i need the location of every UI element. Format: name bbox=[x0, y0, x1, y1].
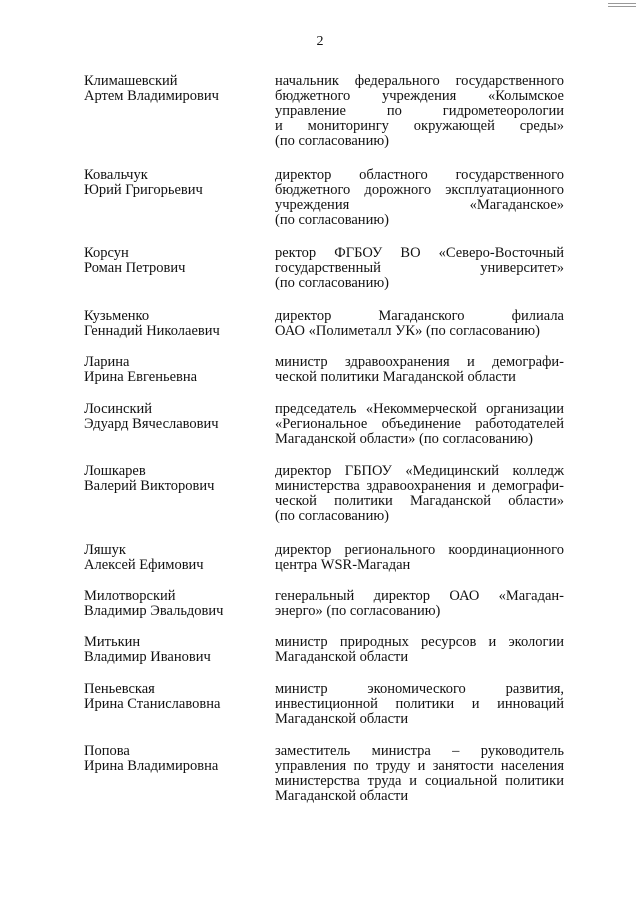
member-name bbox=[84, 402, 264, 432]
role-line: энерго» (по согласованию) bbox=[275, 603, 441, 619]
member-role bbox=[275, 682, 564, 727]
member-surname: Ларина bbox=[84, 354, 130, 370]
role-line: ческой политики Магаданской области bbox=[275, 369, 516, 385]
role-line: министр природных ресурсов и экологии bbox=[275, 634, 564, 650]
role-line: ректор ФГБОУ ВО «Северо-Восточный bbox=[275, 245, 564, 261]
member-name bbox=[84, 682, 264, 712]
member-surname: Лошкарев bbox=[84, 463, 146, 479]
member-given-names: Геннадий Николаевич bbox=[84, 323, 220, 339]
member-given-names: Эдуард Вячеславович bbox=[84, 416, 219, 432]
member-name bbox=[84, 246, 264, 276]
member-surname: Ковальчук bbox=[84, 167, 148, 183]
member-role bbox=[275, 635, 564, 665]
role-line: инвестиционной политики и инноваций bbox=[275, 696, 564, 712]
role-line: министерства здравоохранения и демографи- bbox=[275, 478, 564, 494]
member-name bbox=[84, 168, 264, 198]
member-role bbox=[275, 402, 564, 447]
role-line: директор регионального координационного bbox=[275, 542, 564, 558]
role-line: заместитель министра – руководитель bbox=[275, 743, 564, 759]
scan-corner-mark bbox=[608, 3, 636, 9]
role-line: бюджетного учреждения «Колымское bbox=[275, 88, 564, 104]
role-line: (по согласованию) bbox=[275, 212, 389, 228]
role-line: и мониторингу окружающей среды» bbox=[275, 118, 564, 134]
role-line: центра WSR-Магадан bbox=[275, 557, 411, 573]
member-given-names: Владимир Эвальдович bbox=[84, 603, 224, 619]
member-given-names: Валерий Викторович bbox=[84, 478, 215, 494]
member-role bbox=[275, 464, 564, 524]
member-role bbox=[275, 355, 564, 385]
role-line: «Региональное объединение работодателей bbox=[275, 416, 564, 432]
role-line: директор областного государственного bbox=[275, 167, 564, 183]
role-line: генеральный директор ОАО «Магадан- bbox=[275, 588, 564, 604]
member-surname: Милотворский bbox=[84, 588, 176, 604]
member-given-names: Ирина Станиславовна bbox=[84, 696, 221, 712]
role-line: председатель «Некоммерческой организации bbox=[275, 401, 564, 417]
member-surname: Ляшук bbox=[84, 542, 126, 558]
member-surname: Климашевский bbox=[84, 73, 178, 89]
member-role bbox=[275, 543, 564, 573]
member-surname: Попова bbox=[84, 743, 130, 759]
role-line: государственный университет» bbox=[275, 260, 564, 276]
role-line: министр здравоохранения и демографи- bbox=[275, 354, 564, 370]
member-given-names: Роман Петрович bbox=[84, 260, 186, 276]
member-surname: Митькин bbox=[84, 634, 141, 650]
role-line: (по согласованию) bbox=[275, 508, 389, 524]
member-role bbox=[275, 744, 564, 804]
member-given-names: Артем Владимирович bbox=[84, 88, 219, 104]
role-line: (по согласованию) bbox=[275, 133, 389, 149]
page-number: 2 bbox=[316, 34, 324, 49]
role-line: учреждения «Магаданское» bbox=[275, 197, 564, 213]
role-line: Магаданской области bbox=[275, 788, 409, 804]
member-name bbox=[84, 589, 264, 619]
member-name bbox=[84, 744, 264, 774]
member-given-names: Ирина Владимировна bbox=[84, 758, 219, 774]
member-surname: Пеньевская bbox=[84, 681, 155, 697]
role-line: (по согласованию) bbox=[275, 275, 389, 291]
member-given-names: Ирина Евгеньевна bbox=[84, 369, 198, 385]
member-name bbox=[84, 543, 264, 573]
role-line: директор ГБПОУ «Медицинский колледж bbox=[275, 463, 564, 479]
member-given-names: Владимир Иванович bbox=[84, 649, 211, 665]
role-line: ческой политики Магаданской области» bbox=[275, 493, 564, 509]
member-surname: Кузьменко bbox=[84, 308, 150, 324]
member-role bbox=[275, 589, 564, 619]
member-given-names: Алексей Ефимович bbox=[84, 557, 204, 573]
role-line: Магаданской области» (по согласованию) bbox=[275, 431, 533, 447]
member-role bbox=[275, 168, 564, 228]
role-line: министерства труда и социальной политики bbox=[275, 773, 564, 789]
member-name bbox=[84, 635, 264, 665]
member-name bbox=[84, 355, 264, 385]
role-line: бюджетного дорожного эксплуатационного bbox=[275, 182, 564, 198]
member-role bbox=[275, 246, 564, 291]
member-name bbox=[84, 74, 264, 104]
role-line: начальник федерального государственного bbox=[275, 73, 564, 89]
role-line: директор Магаданского филиала bbox=[275, 308, 564, 324]
role-line: ОАО «Полиметалл УК» (по согласованию) bbox=[275, 323, 540, 339]
role-line: министр экономического развития, bbox=[275, 681, 564, 697]
member-surname: Лосинский bbox=[84, 401, 153, 417]
role-line: Магаданской области bbox=[275, 711, 409, 727]
member-given-names: Юрий Григорьевич bbox=[84, 182, 203, 198]
role-line: Магаданской области bbox=[275, 649, 409, 665]
member-name bbox=[84, 309, 264, 339]
member-name bbox=[84, 464, 264, 494]
role-line: управления по труду и занятости населения bbox=[275, 758, 564, 774]
member-role bbox=[275, 309, 564, 339]
member-surname: Корсун bbox=[84, 245, 129, 261]
role-line: управление по гидрометеорологии bbox=[275, 103, 564, 119]
member-role bbox=[275, 74, 564, 149]
